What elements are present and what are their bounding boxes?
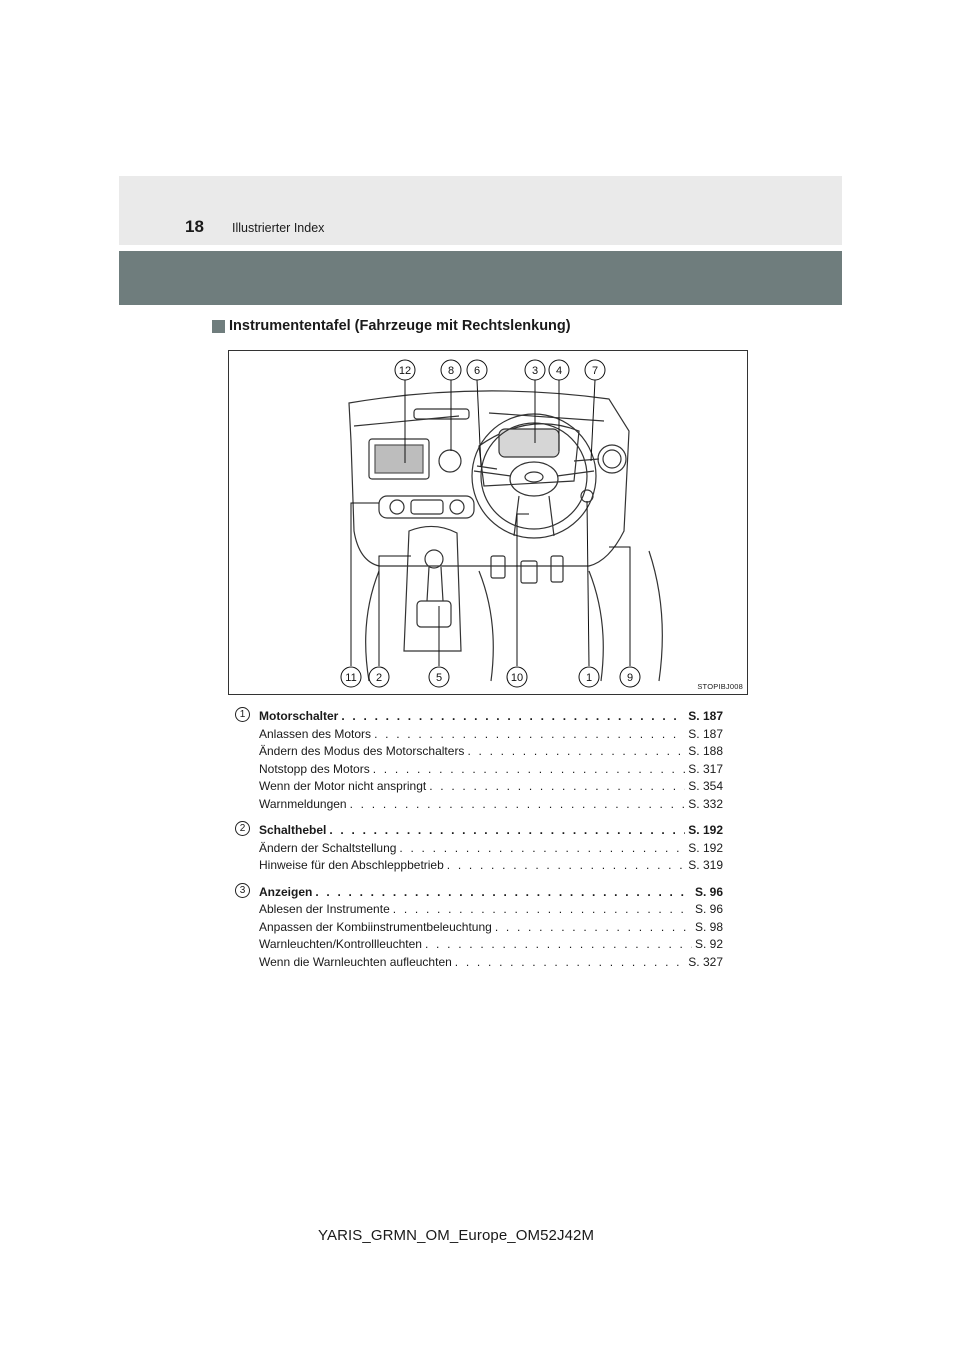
page-ref: S. 192 (688, 823, 723, 837)
page-ref: S. 188 (688, 744, 723, 758)
leader-dots (495, 919, 692, 937)
index-sub-line (235, 726, 723, 744)
page-ref: S. 354 (688, 779, 723, 793)
footer-doc-id: YARIS_GRMN_OM_Europe_OM52J42M (318, 1227, 595, 1244)
index-main-line (235, 822, 723, 840)
callout-4: 4 (555, 365, 563, 377)
index-sub-line (235, 919, 723, 937)
index-title: Schalthebel (259, 823, 327, 837)
callout-2: 2 (375, 672, 383, 684)
index-sub-line (235, 743, 723, 761)
sub-label: Hinweise für den Abschleppbetrieb (259, 858, 444, 872)
callout-6: 6 (473, 365, 481, 377)
leader-dots (455, 954, 686, 972)
sub-label: Notstopp des Motors (259, 761, 370, 776)
index-sub-line (235, 857, 723, 875)
leader-dots (467, 743, 685, 761)
page-ref: S. 96 (694, 902, 723, 916)
leader-dots (315, 884, 692, 902)
sub-label: Ändern des Modus des Motorschalters (259, 744, 465, 758)
callout-8: 8 (447, 365, 455, 377)
index-title: Anzeigen (259, 884, 313, 899)
index-entry (235, 708, 723, 813)
sub-label: Warnmeldungen (259, 796, 347, 811)
leader-dots (399, 840, 685, 858)
callout-9: 9 (626, 672, 634, 684)
index-title: Motorschalter (259, 709, 339, 723)
index-entry (235, 822, 723, 875)
section-heading-text: Instrumententafel (Fahrzeuge mit Rechtslenkung) (229, 318, 571, 334)
page-ref: S. 332 (688, 796, 723, 811)
section-heading (212, 318, 571, 334)
index-list (235, 708, 723, 980)
leader-dots (393, 901, 692, 919)
page-ref: S. 92 (694, 937, 723, 951)
index-sub-line (235, 936, 723, 954)
sub-label: Anpassen der Kombiinstrumentbeleuchtung (259, 919, 492, 934)
entry-number-icon: 1 (235, 707, 250, 722)
callout-12: 12 (398, 365, 412, 377)
callout-7: 7 (591, 365, 599, 377)
leader-dots (429, 778, 685, 796)
leader-dots (425, 936, 692, 954)
index-sub-line (235, 901, 723, 919)
page-ref: S. 319 (688, 858, 723, 872)
page-ref: S. 187 (688, 709, 723, 723)
sub-label: Ändern der Schaltstellung (259, 840, 397, 855)
page-ref: S. 192 (688, 840, 723, 855)
index-sub-line (235, 796, 723, 814)
index-sub-line (235, 840, 723, 858)
leader-dots (373, 761, 686, 779)
leader-dots (341, 708, 685, 726)
index-entry (235, 884, 723, 972)
entry-number-icon: 3 (235, 883, 250, 898)
header-title: Illustrierter Index (232, 221, 325, 235)
index-main-line (235, 708, 723, 726)
leader-dots (329, 822, 685, 840)
dashboard-illustration (228, 350, 748, 695)
sub-label: Ablesen der Instrumente (259, 902, 390, 916)
header-dark-band (119, 251, 842, 305)
page-ref: S. 96 (694, 884, 723, 899)
leader-dots (350, 796, 686, 814)
page-number: 18 (185, 217, 204, 236)
entry-number-icon: 2 (235, 821, 250, 836)
sub-label: Warnleuchten/Kontrollleuchten (259, 937, 422, 951)
section-square-icon (212, 320, 225, 333)
sub-label: Anlassen des Motors (259, 726, 372, 741)
sub-label: Wenn der Motor nicht anspringt (259, 779, 427, 793)
sub-label: Wenn die Warnleuchten aufleuchten (259, 954, 452, 969)
dashboard-drawing (229, 351, 747, 694)
page-ref: S. 187 (688, 726, 723, 741)
index-main-line (235, 884, 723, 902)
callout-5: 5 (435, 672, 443, 684)
page-ref: S. 327 (688, 954, 723, 969)
leader-dots (374, 726, 685, 744)
callout-10: 10 (510, 672, 524, 684)
leader-dots (447, 857, 686, 875)
index-sub-line (235, 761, 723, 779)
page-ref: S. 98 (694, 919, 723, 934)
figure-code: STOPIBJ008 (697, 682, 743, 691)
callout-11: 11 (345, 672, 357, 684)
page-ref: S. 317 (688, 761, 723, 776)
callout-1: 1 (585, 672, 593, 684)
index-sub-line (235, 778, 723, 796)
callout-3: 3 (531, 365, 539, 377)
header-band (119, 176, 842, 245)
index-sub-line (235, 954, 723, 972)
